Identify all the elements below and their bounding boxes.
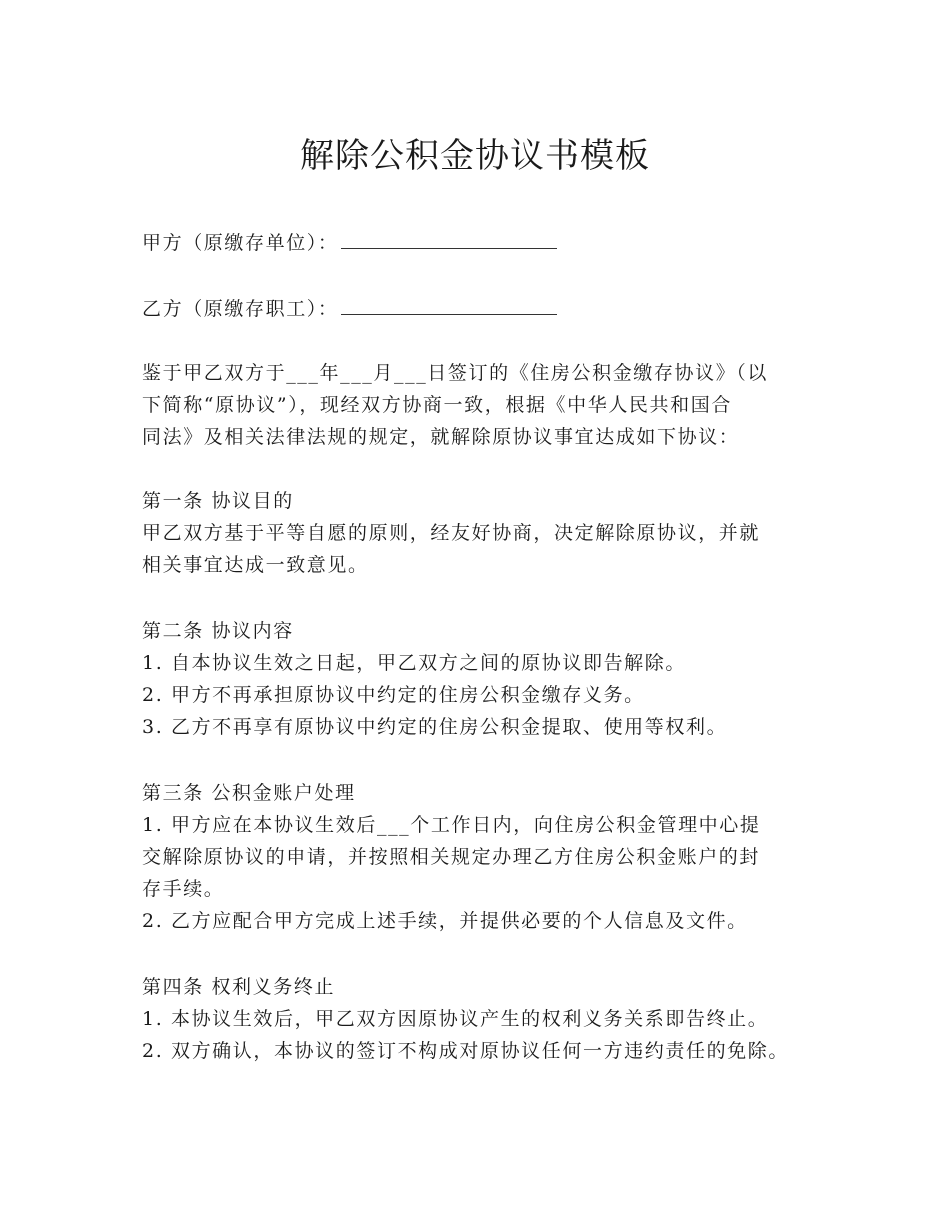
article-4-heading: 第四条 权利义务终止 (142, 976, 336, 998)
article-3-item: 1. 甲方应在本协议生效后___个工作日内，向住房公积金管理中心提 (142, 814, 761, 836)
party-b-blank-field[interactable] (341, 294, 557, 315)
article-3-item: 存手续。 (142, 878, 225, 900)
article-3-item: 2. 乙方应配合甲方完成上述手续，并提供必要的个人信息及文件。 (142, 910, 748, 932)
party-b-line (142, 294, 557, 324)
party-b-label: 乙方（原缴存职工）： (142, 298, 339, 320)
article-1-heading: 第一条 协议目的 (142, 490, 294, 512)
article-4-item: 2. 双方确认，本协议的签订不构成对原协议任何一方违约责任的免除。 (142, 1040, 789, 1062)
article-2-item: 2. 甲方不再承担原协议中约定的住房公积金缴存义务。 (142, 684, 645, 706)
article-4-item: 1. 本协议生效后，甲乙双方因原协议产生的权利义务关系即告终止。 (142, 1008, 769, 1030)
document-title: 解除公积金协议书模板 (300, 136, 650, 176)
preamble-line: 下简称“原协议”），现经双方协商一致，根据《中华人民共和国合 (142, 394, 732, 416)
preamble-line: 同法》及相关法律法规的规定，就解除原协议事宜达成如下协议： (142, 426, 740, 448)
article-3-heading: 第三条 公积金账户处理 (142, 782, 356, 804)
article-3-item: 交解除原协议的申请，并按照相关规定办理乙方住房公积金账户的封 (142, 846, 761, 868)
party-a-line (142, 228, 557, 258)
article-2-heading: 第二条 协议内容 (142, 620, 294, 642)
article-1-line: 相关事宜达成一致意见。 (142, 554, 369, 576)
article-1-line: 甲乙双方基于平等自愿的原则，经友好协商，决定解除原协议，并就 (142, 522, 761, 544)
article-2-item: 1. 自本协议生效之日起，甲乙双方之间的原协议即告解除。 (142, 652, 686, 674)
party-a-blank-field[interactable] (341, 228, 557, 249)
preamble-line: 鉴于甲乙双方于___年___月___日签订的《住房公积金缴存协议》（以 (142, 362, 769, 384)
party-a-label: 甲方（原缴存单位）： (142, 232, 339, 254)
article-2-item: 3. 乙方不再享有原协议中约定的住房公积金提取、使用等权利。 (142, 716, 728, 738)
